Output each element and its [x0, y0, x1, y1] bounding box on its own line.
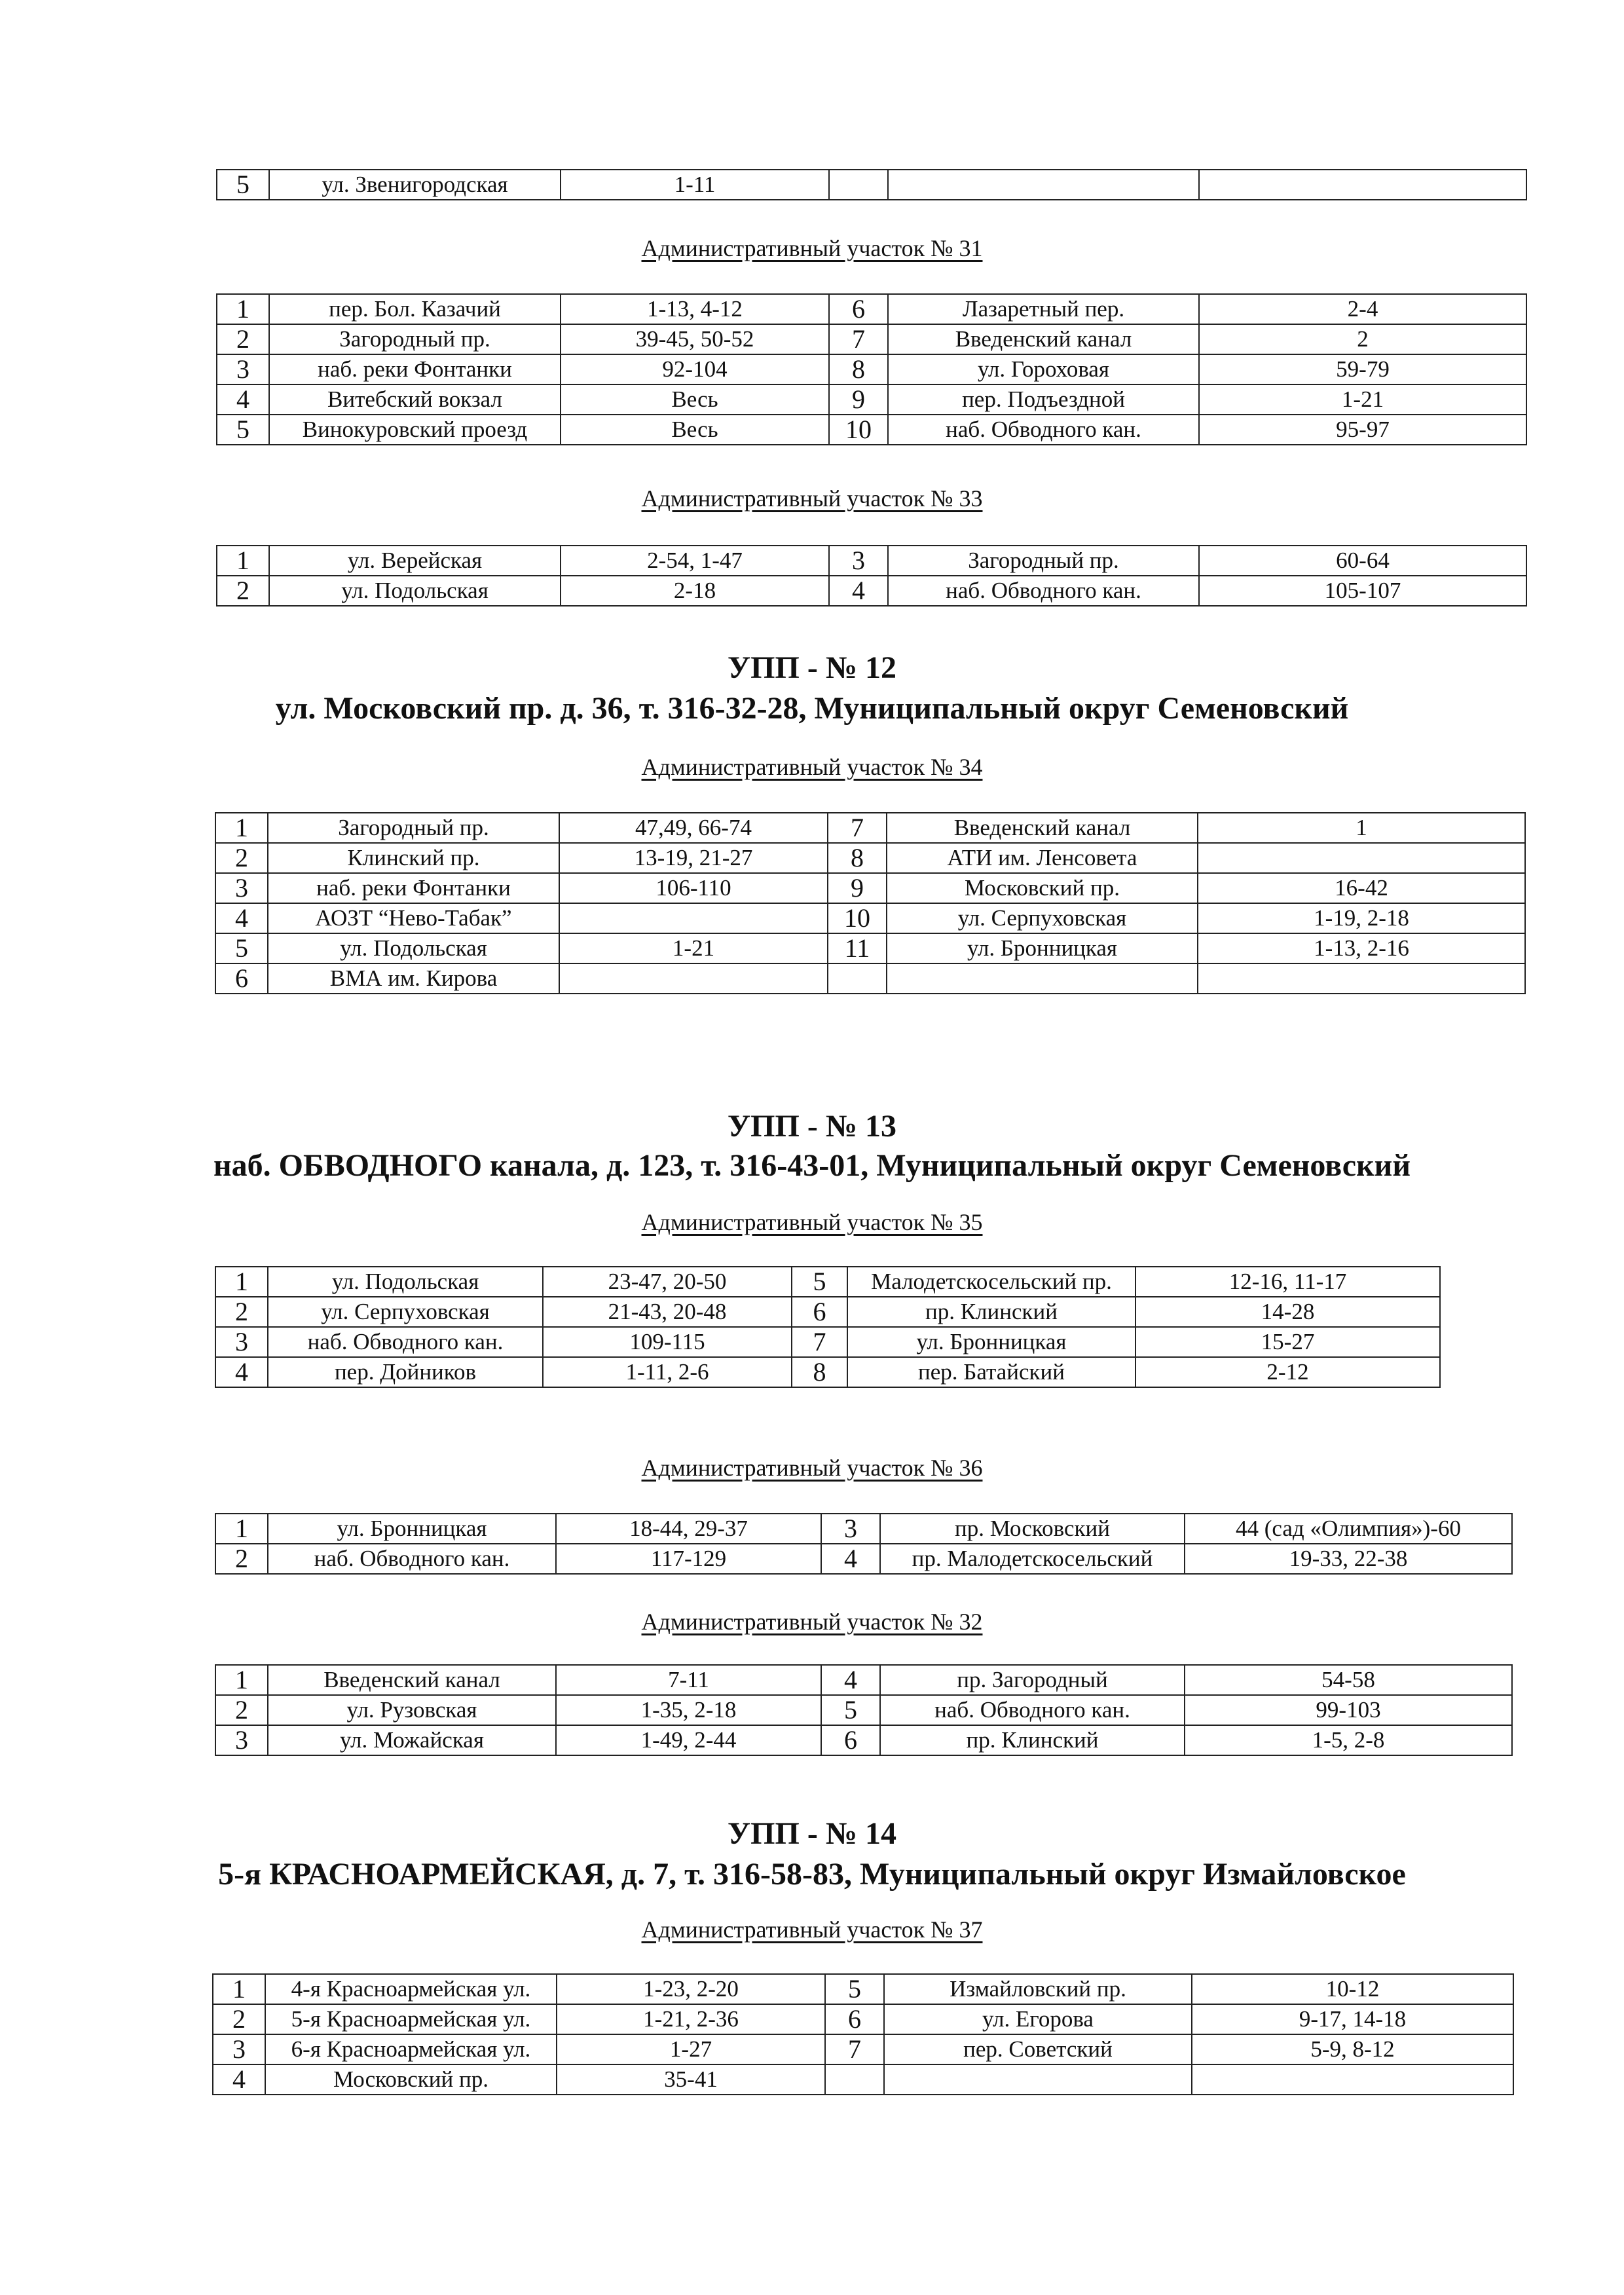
table-row — [217, 415, 1526, 445]
street-name-cell: ул. Бронницкая — [268, 1514, 556, 1544]
house-numbers-cell: 1-21 — [1199, 384, 1526, 415]
house-numbers-cell: 14-28 — [1135, 1297, 1440, 1327]
street-name-cell: пер. Подъездной — [888, 384, 1199, 415]
house-numbers-cell: 7-11 — [556, 1665, 821, 1695]
table-row — [213, 2034, 1513, 2064]
house-numbers-cell: 12-16, 11-17 — [1135, 1267, 1440, 1297]
street-name-cell: Введенский канал — [268, 1665, 556, 1695]
house-numbers-cell: 9-17, 14-18 — [1192, 2004, 1513, 2034]
street-name-cell: ул. Верейская — [269, 546, 561, 576]
row-number-cell: 3 — [829, 546, 888, 576]
street-name-cell: Загородный пр. — [269, 324, 561, 354]
table-row — [215, 1695, 1512, 1725]
row-number-cell: 8 — [792, 1357, 847, 1387]
street-name-cell: пр. Загородный — [880, 1665, 1185, 1695]
street-name-cell: Введенский канал — [887, 813, 1198, 843]
row-number-cell — [829, 170, 888, 200]
row-number-cell: 1 — [215, 1665, 268, 1695]
street-name-cell: пр. Малодетскосельский — [880, 1544, 1185, 1574]
table-row — [217, 576, 1526, 606]
street-name-cell: пр. Клинский — [880, 1725, 1185, 1755]
section-title: Административный участок № 33 — [641, 485, 983, 512]
row-number-cell: 2 — [215, 1544, 268, 1574]
table-row — [215, 1665, 1512, 1695]
row-number-cell: 5 — [821, 1695, 880, 1725]
table-row — [215, 813, 1525, 843]
street-name-cell: 5-я Красноармейская ул. — [265, 2004, 557, 2034]
house-numbers-cell: Весь — [561, 384, 829, 415]
house-numbers-cell: 10-12 — [1192, 1974, 1513, 2004]
house-numbers-cell: 1-49, 2-44 — [556, 1725, 821, 1755]
house-numbers-cell: 1-27 — [557, 2034, 825, 2064]
table-row — [215, 903, 1525, 933]
table-row — [215, 1514, 1512, 1544]
row-number-cell: 2 — [213, 2004, 265, 2034]
row-number-cell: 5 — [217, 415, 269, 445]
street-name-cell: 6-я Красноармейская ул. — [265, 2034, 557, 2064]
row-number-cell: 2 — [215, 1695, 268, 1725]
house-numbers-cell: 1-13, 4-12 — [561, 294, 829, 324]
house-numbers-cell: 1-35, 2-18 — [556, 1695, 821, 1725]
row-number-cell: 1 — [217, 546, 269, 576]
street-name-cell: ул. Подольская — [268, 933, 559, 963]
section-title: Административный участок № 37 — [641, 1916, 983, 1943]
street-name-cell: ул. Серпуховская — [268, 1297, 543, 1327]
house-numbers-cell: 21-43, 20-48 — [543, 1297, 792, 1327]
row-number-cell: 1 — [217, 294, 269, 324]
row-number-cell: 5 — [792, 1267, 847, 1297]
table-row — [217, 384, 1526, 415]
table-row — [215, 1725, 1512, 1755]
row-number-cell: 4 — [215, 1357, 268, 1387]
upp-subtitle: 5-я КРАСНОАРМЕЙСКАЯ, д. 7, т. 316-58-83, Муниципальный округ Измайловское — [218, 1857, 1406, 1892]
row-number-cell: 3 — [215, 1725, 268, 1755]
house-numbers-cell: 59-79 — [1199, 354, 1526, 384]
house-numbers-cell: 1-21, 2-36 — [557, 2004, 825, 2034]
street-name-cell: Загородный пр. — [888, 546, 1199, 576]
table-uchastok-36 — [215, 1513, 1513, 1575]
house-numbers-cell: 1-19, 2-18 — [1198, 903, 1525, 933]
house-numbers-cell: 23-47, 20-50 — [543, 1267, 792, 1297]
street-name-cell: наб. Обводного кан. — [888, 576, 1199, 606]
row-number-cell: 5 — [215, 933, 268, 963]
section-title: Административный участок № 31 — [641, 235, 983, 261]
street-name-cell: ул. Можайская — [268, 1725, 556, 1755]
table-uchastok-37 — [212, 1973, 1514, 2095]
upp-subtitle: наб. ОБВОДНОГО канала, д. 123, т. 316-43-01, Муниципальный округ Семеновский — [213, 1148, 1411, 1183]
house-numbers-cell: 1-11 — [561, 170, 829, 200]
house-numbers-cell: 109-115 — [543, 1327, 792, 1357]
street-name-cell: пр. Московский — [880, 1514, 1185, 1544]
row-number-cell: 8 — [828, 843, 887, 873]
street-name-cell: ул. Бронницкая — [887, 933, 1198, 963]
house-numbers-cell: 106-110 — [559, 873, 828, 903]
table-row — [215, 873, 1525, 903]
section-title: Административный участок № 32 — [641, 1609, 983, 1635]
table-row — [215, 933, 1525, 963]
table-row — [215, 1327, 1440, 1357]
row-number-cell: 11 — [828, 933, 887, 963]
house-numbers-cell — [1192, 2064, 1513, 2095]
house-numbers-cell: 39-45, 50-52 — [561, 324, 829, 354]
upp-title: УПП - № 12 — [727, 650, 897, 685]
street-name-cell: наб. Обводного кан. — [888, 415, 1199, 445]
street-name-cell: наб. Обводного кан. — [268, 1327, 543, 1357]
street-name-cell: пер. Бол. Казачий — [269, 294, 561, 324]
street-name-cell: пер. Батайский — [847, 1357, 1135, 1387]
row-number-cell: 4 — [821, 1665, 880, 1695]
house-numbers-cell: 2-12 — [1135, 1357, 1440, 1387]
row-number-cell: 2 — [215, 1297, 268, 1327]
house-numbers-cell — [1199, 170, 1526, 200]
table-row — [215, 1357, 1440, 1387]
table-row — [217, 546, 1526, 576]
street-name-cell: наб. Обводного кан. — [880, 1695, 1185, 1725]
house-numbers-cell: 18-44, 29-37 — [556, 1514, 821, 1544]
table-row — [217, 324, 1526, 354]
table-row — [213, 2004, 1513, 2034]
row-number-cell: 3 — [217, 354, 269, 384]
row-number-cell: 3 — [213, 2034, 265, 2064]
table-row — [215, 1267, 1440, 1297]
table-row — [213, 1974, 1513, 2004]
row-number-cell: 4 — [215, 903, 268, 933]
table-row — [213, 2064, 1513, 2095]
table-uchastok-35 — [215, 1266, 1441, 1388]
row-number-cell: 2 — [215, 843, 268, 873]
table-uchastok-33 — [216, 545, 1527, 606]
street-name-cell: наб. реки Фонтанки — [269, 354, 561, 384]
row-number-cell: 10 — [828, 903, 887, 933]
house-numbers-cell — [1198, 963, 1525, 994]
row-number-cell: 1 — [215, 813, 268, 843]
table-row — [217, 170, 1526, 200]
row-number-cell: 7 — [825, 2034, 884, 2064]
street-name-cell: Загородный пр. — [268, 813, 559, 843]
street-name-cell — [888, 170, 1199, 200]
house-numbers-cell: 44 (сад «Олимпия»)-60 — [1185, 1514, 1512, 1544]
row-number-cell — [825, 2064, 884, 2095]
house-numbers-cell: 1-21 — [559, 933, 828, 963]
street-name-cell: АОЗТ “Нево-Табак” — [268, 903, 559, 933]
row-number-cell: 3 — [215, 1327, 268, 1357]
house-numbers-cell: 1-5, 2-8 — [1185, 1725, 1512, 1755]
house-numbers-cell: 15-27 — [1135, 1327, 1440, 1357]
house-numbers-cell: 2-18 — [561, 576, 829, 606]
section-title: Административный участок № 34 — [641, 754, 983, 780]
street-name-cell: наб. Обводного кан. — [268, 1544, 556, 1574]
row-number-cell: 5 — [825, 1974, 884, 2004]
street-name-cell: ул. Егорова — [884, 2004, 1192, 2034]
house-numbers-cell: 16-42 — [1198, 873, 1525, 903]
row-number-cell: 1 — [215, 1514, 268, 1544]
street-name-cell: пр. Клинский — [847, 1297, 1135, 1327]
house-numbers-cell: 1-13, 2-16 — [1198, 933, 1525, 963]
street-name-cell: наб. реки Фонтанки — [268, 873, 559, 903]
row-number-cell: 6 — [215, 963, 268, 994]
house-numbers-cell: 54-58 — [1185, 1665, 1512, 1695]
house-numbers-cell: Весь — [561, 415, 829, 445]
house-numbers-cell: 35-41 — [557, 2064, 825, 2095]
table-row — [215, 1297, 1440, 1327]
street-name-cell: ул. Рузовская — [268, 1695, 556, 1725]
street-name-cell: ул. Серпуховская — [887, 903, 1198, 933]
street-name-cell: Клинский пр. — [268, 843, 559, 873]
street-name-cell — [884, 2064, 1192, 2095]
street-name-cell: Московский пр. — [265, 2064, 557, 2095]
row-number-cell: 6 — [825, 2004, 884, 2034]
house-numbers-cell: 1 — [1198, 813, 1525, 843]
street-name-cell: Витебский вокзал — [269, 384, 561, 415]
street-name-cell: пер. Дойников — [268, 1357, 543, 1387]
section-title: Административный участок № 36 — [641, 1455, 983, 1481]
house-numbers-cell — [559, 903, 828, 933]
house-numbers-cell: 2-54, 1-47 — [561, 546, 829, 576]
house-numbers-cell: 117-129 — [556, 1544, 821, 1574]
street-name-cell — [887, 963, 1198, 994]
house-numbers-cell: 19-33, 22-38 — [1185, 1544, 1512, 1574]
house-numbers-cell: 95-97 — [1199, 415, 1526, 445]
row-number-cell: 5 — [217, 170, 269, 200]
street-name-cell: Малодетскосельский пр. — [847, 1267, 1135, 1297]
house-numbers-cell: 99-103 — [1185, 1695, 1512, 1725]
row-number-cell: 1 — [213, 1974, 265, 2004]
table-row — [217, 294, 1526, 324]
street-name-cell: ВМА им. Кирова — [268, 963, 559, 994]
row-number-cell: 2 — [217, 576, 269, 606]
table-continuation — [216, 169, 1527, 200]
table-uchastok-34 — [215, 812, 1526, 994]
row-number-cell: 8 — [829, 354, 888, 384]
section-title: Административный участок № 35 — [641, 1209, 983, 1235]
street-name-cell: Московский пр. — [887, 873, 1198, 903]
house-numbers-cell: 92-104 — [561, 354, 829, 384]
street-name-cell: ул. Подольская — [269, 576, 561, 606]
house-numbers-cell: 5-9, 8-12 — [1192, 2034, 1513, 2064]
row-number-cell: 1 — [215, 1267, 268, 1297]
table-uchastok-32 — [215, 1664, 1513, 1756]
street-name-cell: пер. Советский — [884, 2034, 1192, 2064]
house-numbers-cell — [1198, 843, 1525, 873]
house-numbers-cell: 2-4 — [1199, 294, 1526, 324]
row-number-cell: 4 — [829, 576, 888, 606]
table-row — [215, 963, 1525, 994]
street-name-cell: Лазаретный пер. — [888, 294, 1199, 324]
house-numbers-cell: 60-64 — [1199, 546, 1526, 576]
table-row — [217, 354, 1526, 384]
row-number-cell: 2 — [217, 324, 269, 354]
row-number-cell: 4 — [213, 2064, 265, 2095]
house-numbers-cell: 105-107 — [1199, 576, 1526, 606]
street-name-cell: АТИ им. Ленсовета — [887, 843, 1198, 873]
house-numbers-cell: 47,49, 66-74 — [559, 813, 828, 843]
upp-title: УПП - № 14 — [727, 1816, 897, 1851]
street-name-cell: Введенский канал — [888, 324, 1199, 354]
table-uchastok-31 — [216, 293, 1527, 445]
house-numbers-cell: 1-23, 2-20 — [557, 1974, 825, 2004]
row-number-cell: 3 — [215, 873, 268, 903]
street-name-cell: ул. Бронницкая — [847, 1327, 1135, 1357]
house-numbers-cell: 2 — [1199, 324, 1526, 354]
row-number-cell: 6 — [792, 1297, 847, 1327]
house-numbers-cell: 1-11, 2-6 — [543, 1357, 792, 1387]
upp-subtitle: ул. Московский пр. д. 36, т. 316-32-28, Муниципальный округ Семеновский — [275, 691, 1349, 726]
row-number-cell: 6 — [821, 1725, 880, 1755]
row-number-cell: 7 — [792, 1327, 847, 1357]
row-number-cell: 4 — [217, 384, 269, 415]
table-row — [215, 1544, 1512, 1574]
street-name-cell: Измайловский пр. — [884, 1974, 1192, 2004]
row-number-cell: 6 — [829, 294, 888, 324]
street-name-cell: 4-я Красноармейская ул. — [265, 1974, 557, 2004]
street-name-cell: ул. Гороховая — [888, 354, 1199, 384]
row-number-cell: 7 — [829, 324, 888, 354]
row-number-cell — [828, 963, 887, 994]
row-number-cell: 10 — [829, 415, 888, 445]
street-name-cell: Винокуровский проезд — [269, 415, 561, 445]
row-number-cell: 3 — [821, 1514, 880, 1544]
table-row — [215, 843, 1525, 873]
house-numbers-cell: 13-19, 21-27 — [559, 843, 828, 873]
row-number-cell: 9 — [828, 873, 887, 903]
row-number-cell: 9 — [829, 384, 888, 415]
street-name-cell: ул. Звенигородская — [269, 170, 561, 200]
upp-title: УПП - № 13 — [727, 1109, 897, 1144]
street-name-cell: ул. Подольская — [268, 1267, 543, 1297]
house-numbers-cell — [559, 963, 828, 994]
row-number-cell: 4 — [821, 1544, 880, 1574]
row-number-cell: 7 — [828, 813, 887, 843]
